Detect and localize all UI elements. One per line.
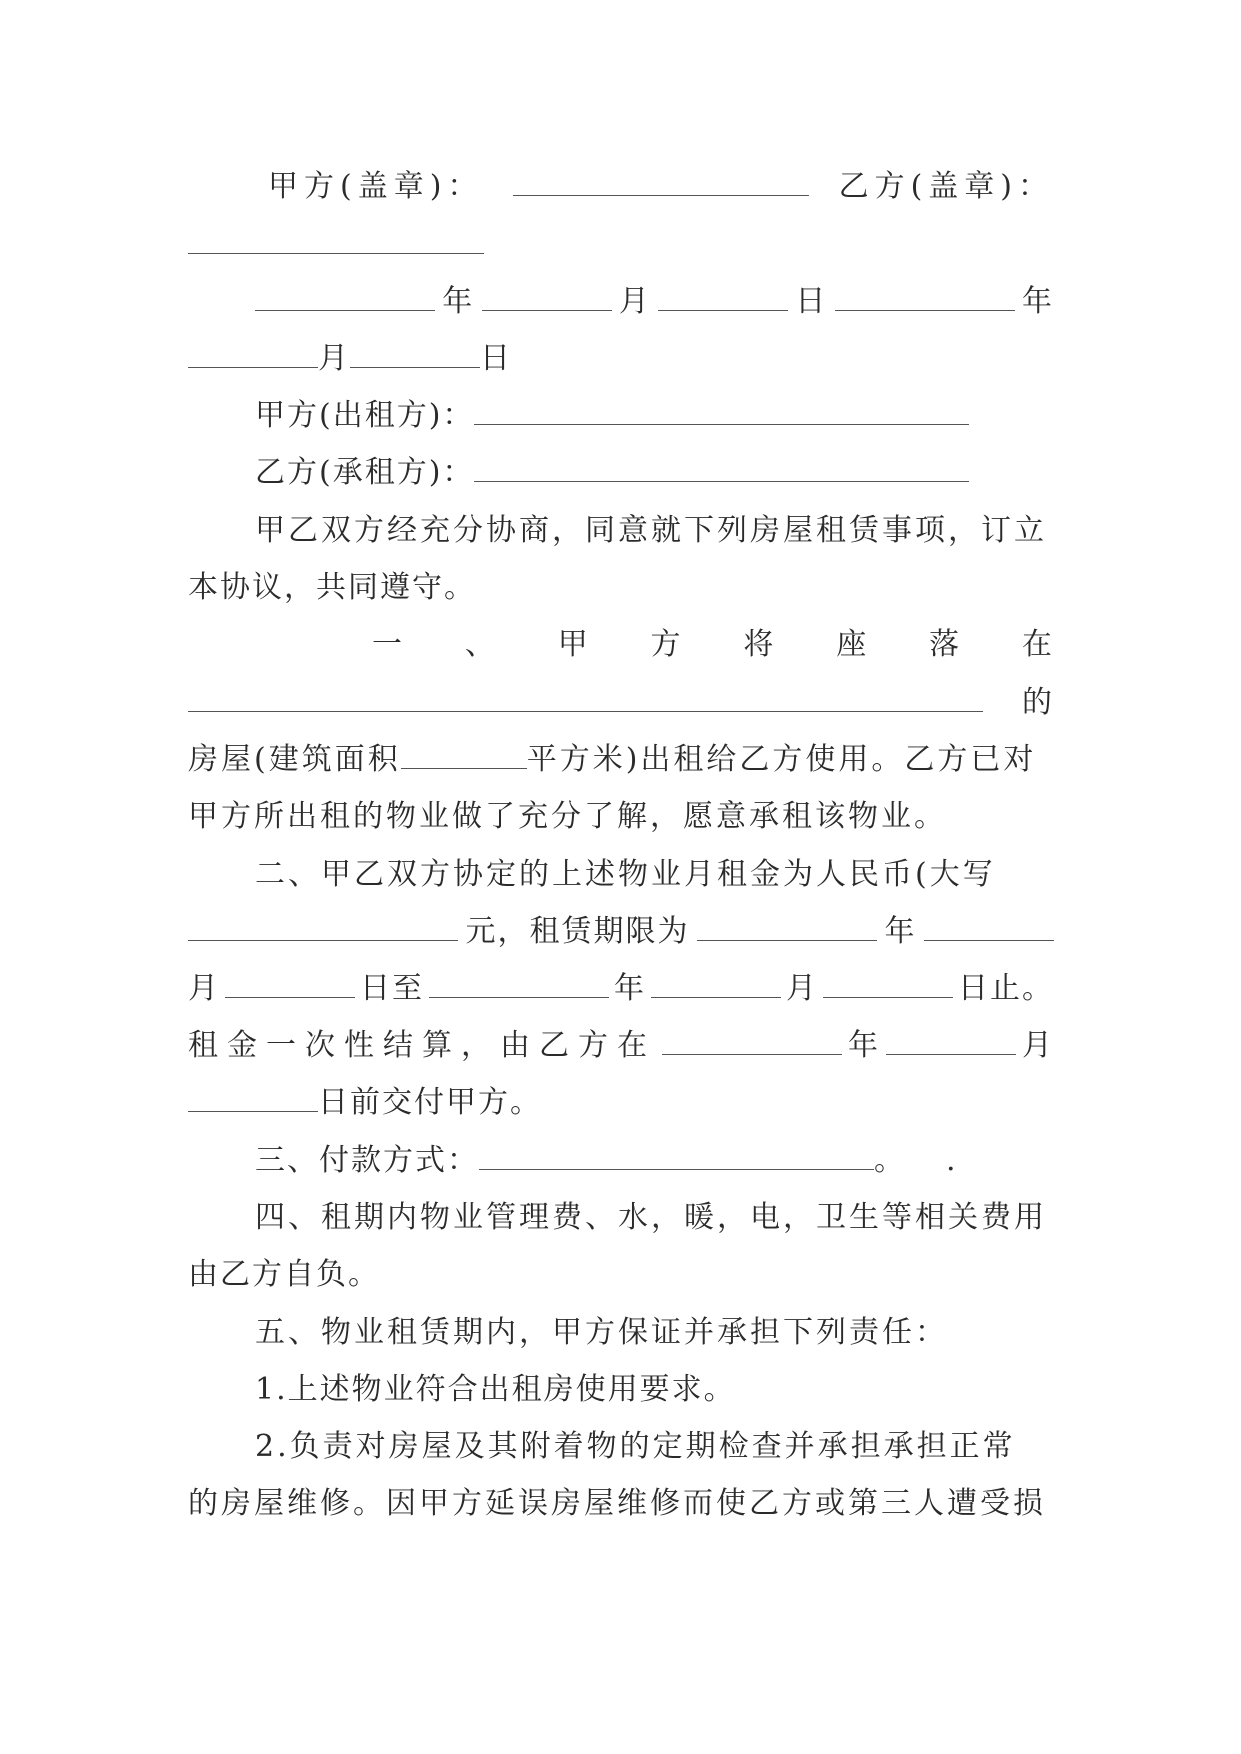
clause1-char: 、	[464, 627, 497, 662]
date-line	[255, 279, 1054, 325]
pay-day-blank	[188, 1081, 318, 1112]
day-blank	[658, 280, 788, 311]
clause1-de: 的	[1022, 685, 1054, 720]
year-blank-2	[835, 280, 1015, 311]
lump-sum-label: 租金一次性结算，由乙方在	[188, 1028, 656, 1063]
payment-method-blank	[479, 1139, 874, 1170]
lessee-label: 乙方(承租方)：	[255, 455, 475, 490]
party-a-seal-blank	[513, 165, 809, 196]
month-label: 月	[618, 284, 651, 319]
area-suffix: 平方米)出租给乙方使用。乙方已对	[526, 742, 1037, 777]
area-blank	[401, 738, 527, 769]
intro-line-1: 甲乙双方经充分协商，同意就下列房屋租赁事项，订立	[255, 513, 1047, 548]
clause1-line-4: 甲方所出租的物业做了充分了解，愿意承租该物业。	[188, 799, 947, 834]
clause1-char: 座	[836, 627, 869, 662]
end-month-label: 月	[786, 971, 818, 1006]
clause5-heading: 五、物业租赁期内，甲方保证并承担下列责任：	[255, 1315, 948, 1350]
term-year-label: 年	[884, 914, 917, 949]
end-day-blank	[823, 967, 953, 998]
party-b-seal-label: 乙方(盖章)：	[838, 169, 1054, 204]
clause4-line-2: 由乙方自负。	[188, 1257, 380, 1292]
intro-line-2: 本协议，共同遵守。	[188, 570, 476, 605]
month-blank-2	[188, 337, 318, 368]
clause5-item-1: 1.上述物业符合出租房使用要求。	[255, 1372, 736, 1407]
clause1-char: 落	[929, 627, 962, 662]
start-month-label: 月	[188, 971, 220, 1006]
clause2-line-1: 二、甲乙双方协定的上述物业月租金为人民币(大写	[255, 857, 996, 892]
day-to-label: 日至	[360, 971, 424, 1006]
clause2-line-5	[188, 1080, 1054, 1126]
month-label-2: 月	[318, 341, 350, 376]
seal-line	[268, 164, 1054, 210]
clause3-line	[255, 1138, 1054, 1184]
clause3-end: 。	[874, 1143, 906, 1178]
year-label-2: 年	[1021, 284, 1054, 319]
clause5-item-2-line-2: 的房屋维修。因甲方延误房屋维修而使乙方或第三人遭受损	[188, 1486, 1046, 1521]
day-end-label: 日止。	[958, 971, 1054, 1006]
day-label: 日	[795, 284, 828, 319]
pay-year-label: 年	[848, 1028, 880, 1063]
clause1-line-1	[372, 622, 1054, 668]
lessor-label: 甲方(出租方)：	[255, 398, 475, 433]
lessor-blank	[474, 394, 969, 425]
clause5-item-2-line-1: 2.负责对房屋及其附着物的定期检查并承担承担正常	[255, 1429, 1016, 1464]
end-year-label: 年	[614, 971, 646, 1006]
pay-before-label: 日前交付甲方。	[318, 1085, 542, 1120]
date-line-cont	[188, 336, 1054, 382]
party-a-seal-label: 甲方(盖章)：	[268, 169, 484, 204]
term-month-blank	[924, 910, 1054, 941]
clause1-char: 方	[650, 627, 683, 662]
clause4-line-1: 四、租期内物业管理费、水，暖，电，卫生等相关费用	[255, 1200, 1047, 1235]
party-b-seal-blank-line	[188, 222, 1054, 268]
party-b-seal-blank	[188, 223, 484, 254]
term-year-blank	[697, 910, 877, 941]
area-label: 房屋(建筑面积	[188, 742, 401, 777]
month-blank	[482, 280, 612, 311]
clause1-char: 将	[743, 627, 776, 662]
clause1-line-3	[188, 737, 1054, 783]
clause2-line-2	[188, 909, 1054, 955]
end-month-blank	[651, 967, 781, 998]
pay-month-label: 月	[1022, 1028, 1054, 1063]
pay-year-blank	[662, 1024, 842, 1055]
lessor-line	[255, 393, 1054, 439]
clause2-line-4	[188, 1023, 1054, 1069]
clause1-line-2	[188, 680, 1054, 726]
pay-month-blank	[886, 1024, 1016, 1055]
start-day-blank	[225, 967, 355, 998]
day-blank-2	[350, 337, 480, 368]
yuan-term-label: 元，租赁期限为	[465, 914, 690, 949]
day-label-2: 日	[480, 341, 512, 376]
lessee-blank	[474, 451, 969, 482]
clause3-dot: .	[946, 1143, 958, 1178]
rent-amount-blank	[188, 910, 458, 941]
year-blank	[255, 280, 435, 311]
clause1-char: 在	[1021, 627, 1054, 662]
payment-method-label: 三、付款方式：	[255, 1143, 479, 1178]
lessee-line	[255, 450, 1054, 496]
end-year-blank	[429, 967, 609, 998]
year-label: 年	[442, 284, 475, 319]
clause1-char: 甲	[557, 627, 590, 662]
clause2-line-3	[188, 966, 1054, 1012]
property-address-blank	[188, 681, 983, 712]
clause1-char: 一	[372, 627, 404, 662]
